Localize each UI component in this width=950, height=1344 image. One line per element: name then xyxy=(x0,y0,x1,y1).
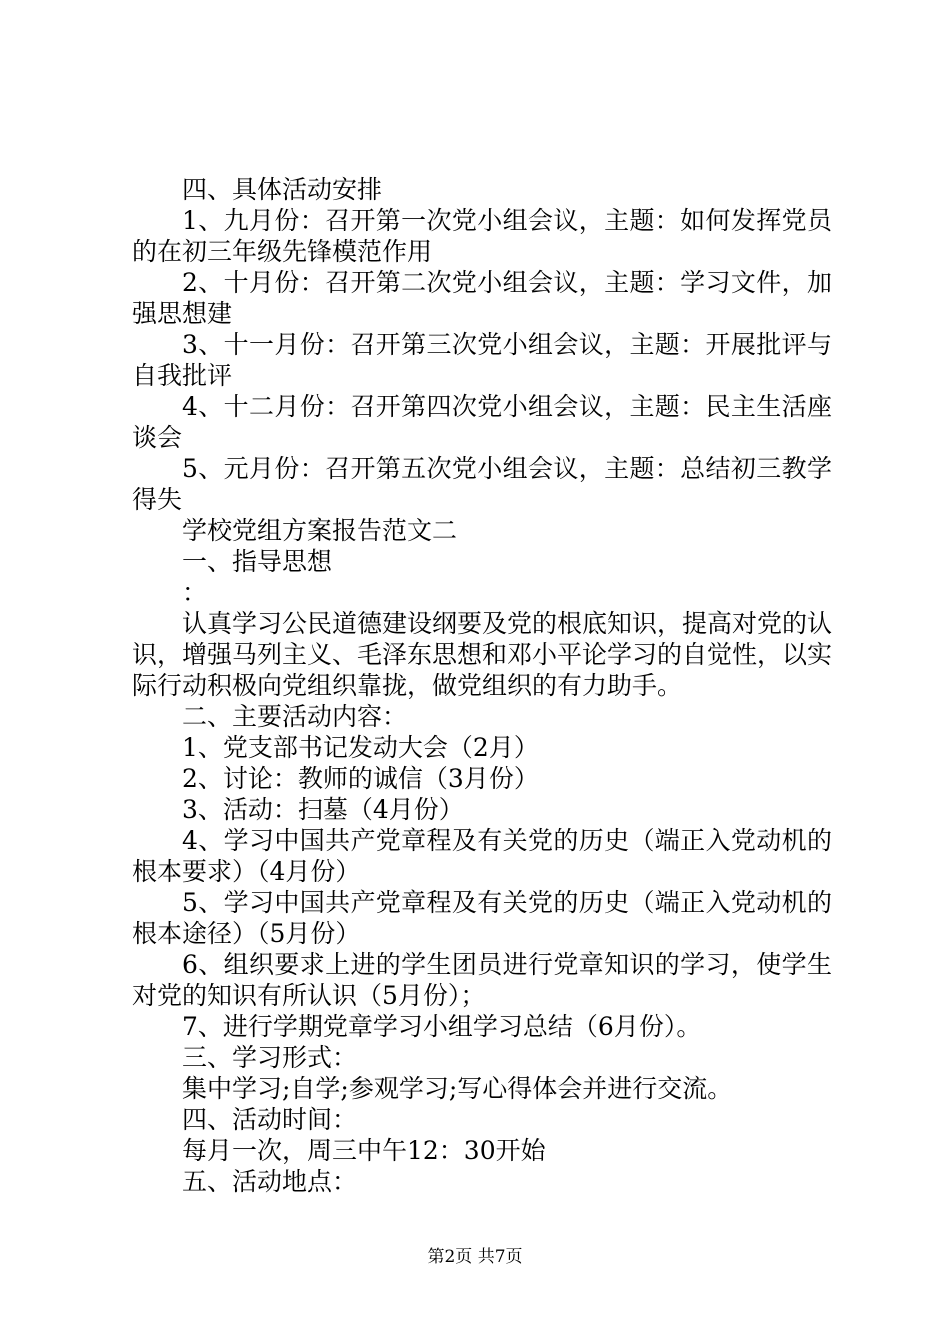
list-item: 1、九月份：召开第一次党小组会议，主题：如何发挥党员的在初三年级先锋模范作用 xyxy=(132,206,832,266)
section-heading: 二、主要活动内容： xyxy=(182,702,408,731)
section-heading: 四、活动时间： xyxy=(182,1105,358,1134)
list-item: 4、学习中国共产党章程及有关党的历史（端正入党动机的根本要求）（4月份） xyxy=(132,826,832,886)
paragraph: ： xyxy=(182,578,208,607)
list-item: 4、十二月份：召开第四次党小组会议，主题：民主生活座谈会 xyxy=(132,392,832,452)
document-body xyxy=(132,174,832,1197)
list-item: 7、进行学期党章学习小组学习总结（6月份）。 xyxy=(182,1012,702,1041)
list-item: 6、组织要求上进的学生团员进行党章知识的学习，使学生对党的知识有所认识（5月份）； xyxy=(132,950,832,1010)
list-item: 3、活动：扫墓（4月份） xyxy=(182,795,464,824)
paragraph: 集中学习;自学;参观学习;写心得体会并进行交流。 xyxy=(182,1074,733,1103)
list-item: 5、元月份：召开第五次党小组会议，主题：总结初三教学得失 xyxy=(132,454,832,514)
list-item: 5、学习中国共产党章程及有关党的历史（端正入党动机的根本途径）（5月份） xyxy=(132,888,832,948)
document-subtitle: 学校党组方案报告范文二 xyxy=(182,516,458,545)
paragraph: 认真学习公民道德建设纲要及党的根底知识，提高对党的认识，增强马列主义、毛泽东思想和邓小平论学习的自觉性，以实际行动积极向党组织靠拢，做党组织的有力助手。 xyxy=(132,609,833,700)
section-heading: 三、学习形式： xyxy=(182,1043,358,1072)
section-heading: 一、指导思想 xyxy=(182,547,333,576)
list-item: 2、十月份：召开第二次党小组会议，主题：学习文件，加强思想建 xyxy=(132,268,832,328)
page-number-footer: 第2页 共7页 xyxy=(427,1247,523,1267)
section-heading: 四、具体活动安排 xyxy=(182,175,383,204)
section-heading: 五、活动地点： xyxy=(182,1167,358,1196)
list-item: 1、党支部书记发动大会（2月） xyxy=(182,733,539,762)
list-item: 2、讨论：教师的诚信（3月份） xyxy=(182,764,539,793)
list-item: 3、十一月份：召开第三次党小组会议，主题：开展批评与自我批评 xyxy=(132,330,832,390)
paragraph: 每月一次，周三中午12：30开始 xyxy=(182,1136,546,1165)
